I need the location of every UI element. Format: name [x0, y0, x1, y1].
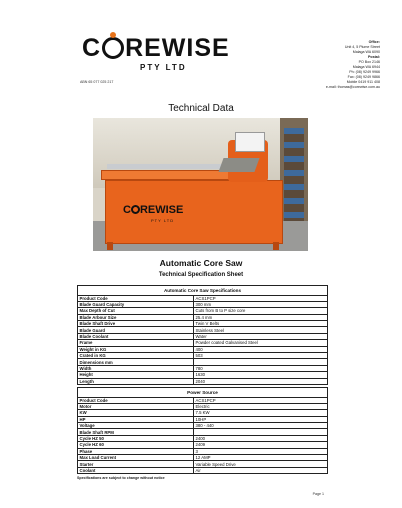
- table-row: [78, 378, 328, 384]
- row-value: 3: [194, 448, 328, 454]
- contact-line: Office:: [368, 40, 380, 44]
- row-label: Blade Coolant: [78, 333, 194, 339]
- row-value: Air: [194, 467, 328, 473]
- power-table-heading: Power Source: [78, 388, 328, 398]
- contact-line: Unit 4, 5 Plume Street: [344, 45, 380, 49]
- logo-letter-c: C: [82, 34, 102, 62]
- row-value: ACS1PCP: [194, 397, 328, 403]
- logo-wordmark: [82, 34, 230, 63]
- row-value: 2040: [194, 378, 328, 384]
- photo-control-panel: [235, 132, 265, 152]
- contact-line: PO Box 2146: [358, 60, 380, 64]
- row-label: Blade Guard Capacity: [78, 301, 194, 307]
- abn-number: ABN 65 077 025 217: [80, 80, 114, 84]
- row-label: Starter: [78, 461, 194, 467]
- row-value: Stainless Steel: [194, 327, 328, 333]
- row-label: Product Code: [78, 295, 194, 301]
- row-value: 12 AMP: [194, 455, 328, 461]
- row-value: Powder coated Galvanised Steel: [194, 340, 328, 346]
- contact-line: Fax: (08) 9249 9866: [347, 75, 380, 79]
- row-label: Product Code: [78, 397, 194, 403]
- contact-block: [290, 40, 380, 90]
- contact-line: Malaga WA 6944: [352, 65, 380, 69]
- row-label: Cycle HZ 60: [78, 442, 194, 448]
- sheet-title: Technical Specification Sheet: [158, 272, 244, 278]
- logo-letters: REWISE: [125, 34, 230, 62]
- table-row: [78, 467, 328, 473]
- row-value: 10HP: [194, 416, 328, 422]
- row-label: Weight in KG: [78, 346, 194, 352]
- spec-table-heading: Automatic Core Saw Specifications: [78, 286, 328, 296]
- row-value: 25.4 mm: [194, 314, 328, 320]
- page-title: Technical Data: [168, 103, 234, 114]
- row-label: Length: [78, 378, 194, 384]
- row-value: Cuts from B to P size core: [194, 308, 328, 314]
- photo-brand-o-icon: [131, 205, 140, 214]
- row-label: Crated in KG: [78, 353, 194, 359]
- photo-brand-letters: REWISE: [139, 204, 184, 216]
- row-value: 503: [194, 353, 328, 359]
- contact-line: e-mail: thomas@corewise.com.au: [325, 85, 380, 89]
- photo-brand-logo: [123, 204, 183, 216]
- spec-table: [77, 285, 328, 385]
- photo-leg-left: [107, 242, 113, 250]
- machine-photo: [93, 118, 308, 251]
- row-value: 7.5 KW: [194, 410, 328, 416]
- row-value: 1630: [194, 372, 328, 378]
- photo-rail: [107, 164, 237, 169]
- row-value: Water: [194, 333, 328, 339]
- row-label: Dimensions mm: [78, 359, 194, 365]
- row-label: Voltage: [78, 423, 194, 429]
- row-label: KW: [78, 410, 194, 416]
- row-value: 380 - 440: [194, 423, 328, 429]
- photo-brand-subtitle: PTY LTD: [151, 218, 175, 223]
- row-label: Height: [78, 372, 194, 378]
- company-logo: [82, 34, 252, 74]
- logo-o-icon: [102, 37, 124, 59]
- row-value: 2400: [194, 435, 328, 441]
- row-label: Blade Guard: [78, 327, 194, 333]
- page-number: Page 1: [312, 492, 324, 496]
- contact-line: Ph: (08) 9249 9966: [349, 70, 380, 74]
- row-label: HP: [78, 416, 194, 422]
- row-label: Blade Shaft Drive: [78, 321, 194, 327]
- product-title: Automatic Core Saw: [159, 258, 243, 268]
- row-value: 780: [194, 365, 328, 371]
- power-table: [77, 387, 328, 474]
- contact-line: Mobile 0419 911 408: [346, 80, 380, 84]
- row-label: Blade Arbour Size: [78, 314, 194, 320]
- photo-tray: [218, 158, 259, 172]
- row-value: Variable Speed Drive: [194, 461, 328, 467]
- row-value: Twin V Belts: [194, 321, 328, 327]
- row-label: Coolant: [78, 467, 194, 473]
- row-label: Frame: [78, 340, 194, 346]
- row-label: Blade Shaft RPM: [78, 429, 194, 435]
- row-value: 2409: [194, 442, 328, 448]
- row-label: Phase: [78, 448, 194, 454]
- photo-leg-right: [273, 242, 279, 250]
- logo-subtitle: PTY LTD: [140, 63, 187, 72]
- footnote: Specifications are subject to change without notice: [77, 476, 165, 480]
- row-label: Width: [78, 365, 194, 371]
- row-value: 400: [194, 346, 328, 352]
- row-label: Cycle HZ 50: [78, 435, 194, 441]
- row-label: Max Depth of Cut: [78, 308, 194, 314]
- row-value: Electric: [194, 403, 328, 409]
- contact-line: Postal:: [368, 55, 380, 59]
- row-value: ACS1PCP: [194, 295, 328, 301]
- photo-brand-c: C: [123, 204, 131, 216]
- contact-line: Malaga WA 6090: [352, 50, 380, 54]
- row-label: Motor: [78, 403, 194, 409]
- row-label: Max Load Current: [78, 455, 194, 461]
- row-value: 300 mm: [194, 301, 328, 307]
